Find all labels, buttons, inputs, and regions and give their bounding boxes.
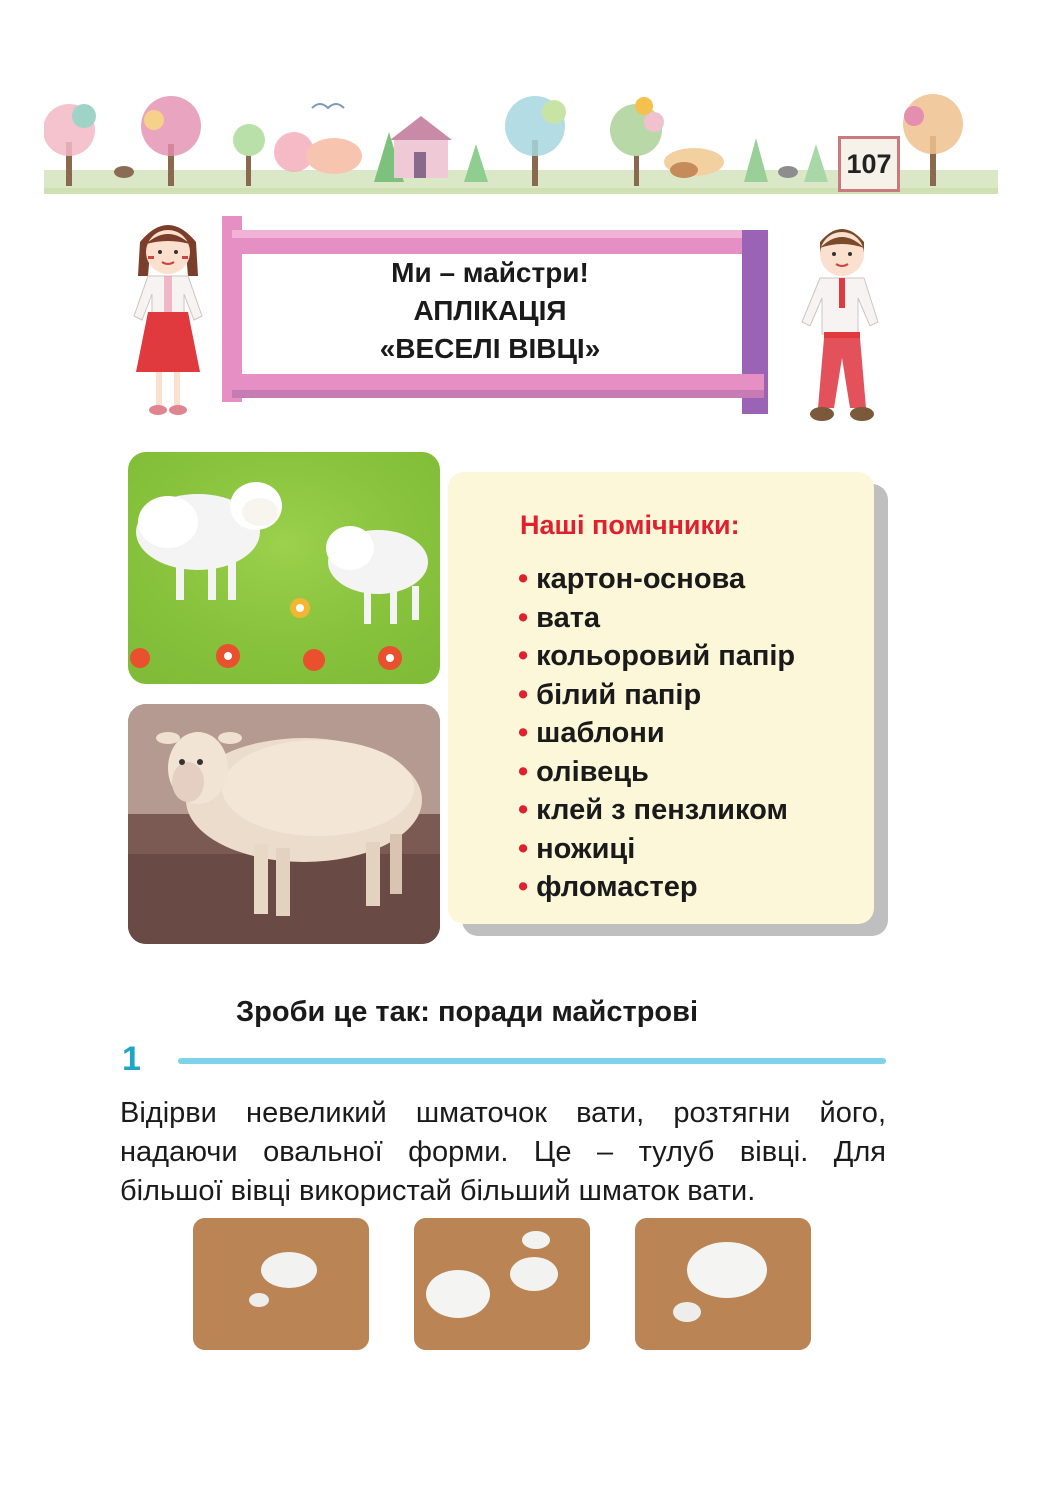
materials-item: • білий папір <box>518 678 702 711</box>
boy-in-embroidered-shirt-illustration <box>792 214 892 428</box>
materials-item: • фломастер <box>518 871 698 903</box>
step-description-line: надаючи овальної форми. Це – тулуб вівці. Для <box>120 1136 886 1168</box>
step-description <box>120 1094 886 1211</box>
step-description-line: більшої вівці використай більший шматок вати. <box>120 1175 756 1207</box>
step-photo-cotton-pieces-2 <box>414 1218 590 1350</box>
real-sheep-photo <box>128 704 440 944</box>
materials-list <box>518 560 795 907</box>
materials-item: • клей з пензликом <box>518 794 788 826</box>
step-photo-cotton-pieces-3 <box>635 1218 811 1350</box>
materials-item: • олівець <box>518 755 649 788</box>
materials-item: • ножиці <box>518 832 636 865</box>
lesson-title-line-3: «ВЕСЕЛІ ВІВЦІ» <box>379 333 601 364</box>
step-description-line: Відірви невеликий шматочок вати, розтягни його, <box>120 1097 886 1129</box>
step-divider <box>178 1058 886 1064</box>
lesson-title <box>250 254 730 368</box>
materials-item: • шаблони <box>518 717 665 749</box>
lesson-title-line-2: АПЛІКАЦІЯ <box>413 295 567 326</box>
materials-item: • картон-основа <box>518 563 746 595</box>
step-photo-cotton-pieces-1 <box>193 1218 369 1350</box>
materials-heading: Наші помічники: <box>520 510 740 540</box>
girl-in-embroidered-dress-illustration <box>118 212 218 422</box>
materials-item: • вата <box>518 601 601 634</box>
step-number: 1 <box>122 1040 141 1078</box>
materials-item: • кольоровий папір <box>518 640 796 672</box>
lesson-title-line-1: Ми – майстри! <box>391 257 589 288</box>
page-number: 107 <box>838 136 900 192</box>
tips-heading: Зроби це так: поради майстрові <box>236 996 699 1028</box>
cotton-sheep-craft-photo <box>128 452 440 684</box>
